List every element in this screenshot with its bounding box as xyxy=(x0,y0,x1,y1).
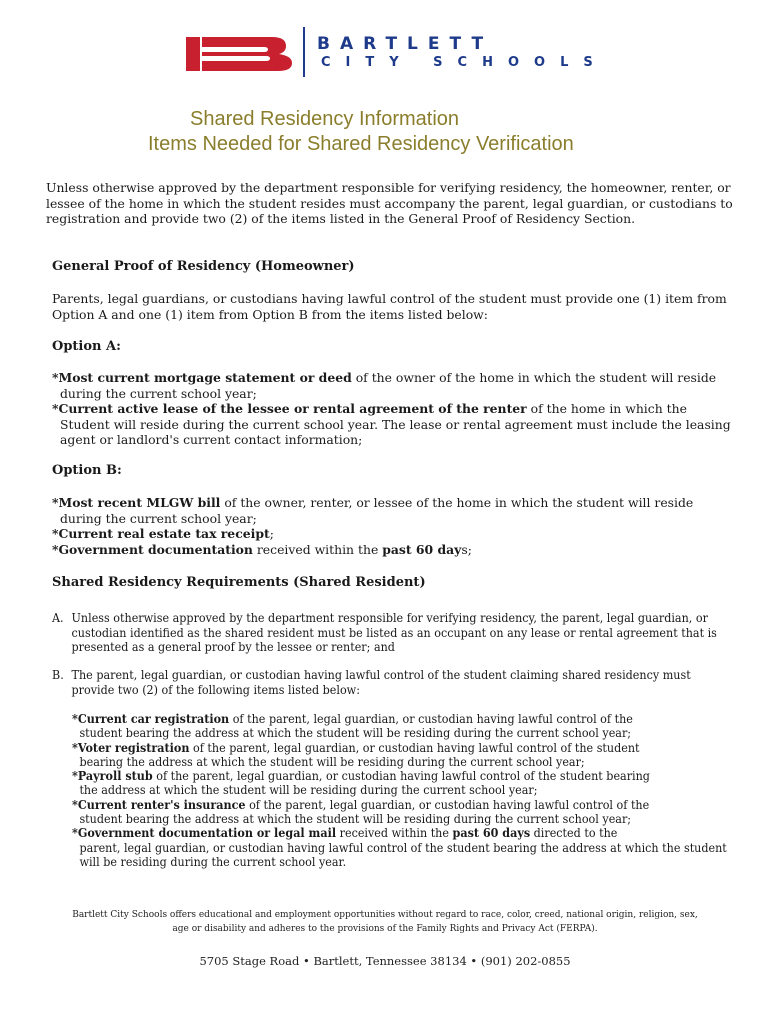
logo-city-schools-text: CITY SCHOOLS xyxy=(321,55,608,70)
item-bold: *Current active lease of the lessee or rental agreement of the renter xyxy=(52,401,527,417)
page-subtitle: Items Needed for Shared Residency Verification xyxy=(148,133,574,155)
b-item xyxy=(72,741,742,770)
item-bold-2: past 60 day xyxy=(382,541,462,557)
option-b-heading: Option B: xyxy=(52,463,122,478)
general-proof-heading: General Proof of Residency (Homeowner) xyxy=(52,259,355,274)
requirement-text: The parent, legal guardian, or custodian having lawful control of the student claiming shared residency must provide two (2) of the following items listed below: xyxy=(71,668,691,697)
item-text: of the parent, legal guardian, or custodian having lawful control of the student xyxy=(189,740,640,755)
item-continuation: the address at which the student will be residing during the current school year; xyxy=(79,783,538,798)
item-bold: *Current car registration xyxy=(72,712,230,726)
option-b-item xyxy=(52,526,734,542)
item-text-end: s; xyxy=(461,541,472,557)
item-text: of the parent, legal guardian, or custodian having lawful control of the xyxy=(229,712,633,726)
option-a-item xyxy=(52,370,734,401)
logo-bartlett-text: BARTLETT xyxy=(317,34,494,54)
item-text: received within the xyxy=(252,541,383,557)
item-bold: *Voter registration xyxy=(72,740,190,755)
requirement-a xyxy=(52,611,726,655)
item-bold: *Current renter's insurance xyxy=(72,797,246,812)
footer-address: 5705 Stage Road • Bartlett, Tennessee 38134 • (901) 202-0855 xyxy=(199,954,571,968)
requirement-b xyxy=(52,668,726,697)
b-item xyxy=(72,826,742,869)
item-bold: *Most recent MLGW bill xyxy=(52,495,221,510)
footer-line-2: age or disability and adheres to the provisions of the Family Rights and Privacy Act (FERPA). xyxy=(172,924,598,934)
item-bold: *Current real estate tax receipt xyxy=(52,526,270,542)
logo-b-mark xyxy=(186,37,292,71)
item-continuation: during the current school year; xyxy=(60,510,257,526)
item-continuation: parent, legal guardian, or custodian having lawful control of the student bearing the address at which the student will be residing during the current school year. xyxy=(79,840,727,869)
b-item xyxy=(72,769,742,798)
footer-line-1: Bartlett City Schools offers educational and employment opportunities without regard to race, color, creed, national origin, religion, sex, xyxy=(72,910,698,920)
item-text: of the owner, renter, or lessee of the home in which the student will reside xyxy=(220,495,694,510)
requirement-text: Unless otherwise approved by the department responsible for verifying residency, the parent, legal guardian, or custodian identified as the shared resident must be listed as an occupant on any lease or rental agreement that is presented as a general proof by the lessee or renter; and xyxy=(71,611,717,654)
item-text-end: directed to the xyxy=(530,826,618,841)
option-a-heading: Option A: xyxy=(52,339,121,354)
footer-disclaimer xyxy=(0,908,770,936)
item-text: ; xyxy=(269,526,274,542)
item-text: of the parent, legal guardian, or custodian having lawful control of the student bearing xyxy=(152,769,650,784)
option-a-list xyxy=(52,370,734,448)
general-proof-body: Parents, legal guardians, or custodians having lawful control of the student must provide one (1) item from Option A and one (1) item from Option B from the items listed below: xyxy=(52,291,727,322)
item-bold: *Government documentation or legal mail xyxy=(72,826,337,841)
option-a-item xyxy=(52,401,734,448)
item-bold: *Payroll stub xyxy=(72,769,153,784)
item-bold-2: past 60 days xyxy=(452,826,531,841)
logo-divider xyxy=(303,27,305,77)
shared-residency-heading: Shared Residency Requirements (Shared Resident) xyxy=(52,575,426,590)
item-text: of the parent, legal guardian, or custodian having lawful control of the xyxy=(245,797,650,812)
item-continuation: student bearing the address at which the student will be residing during the current school year; xyxy=(79,726,632,741)
option-b-item xyxy=(52,495,734,526)
option-b-item xyxy=(52,542,734,558)
page-title: Shared Residency Information xyxy=(190,108,460,130)
list-marker: A. xyxy=(52,611,64,625)
item-text: of the owner of the home in which the student will reside xyxy=(351,370,717,385)
item-bold: *Government documentation xyxy=(52,541,253,557)
item-continuation: during the current school year; xyxy=(60,385,257,401)
b-item xyxy=(72,712,742,741)
requirement-b-items xyxy=(72,712,770,869)
item-text: received within the xyxy=(336,826,453,841)
item-continuation: bearing the address at which the student will be residing during the current school year; xyxy=(79,754,585,769)
item-text: of the home in which the xyxy=(526,401,687,417)
list-marker: B. xyxy=(52,668,64,682)
intro-paragraph: Unless otherwise approved by the department responsible for verifying residency, the homeowner, renter, or lessee of the home in which the student resides must accompany the parent, legal guardian, or custodians to registration and provide two (2) of the items listed in the General Proof of Residency Section. xyxy=(46,180,733,227)
b-item xyxy=(72,798,742,827)
option-b-list xyxy=(52,495,734,557)
item-continuation: student bearing the address at which the student will be residing during the current school year; xyxy=(79,812,632,827)
item-bold: *Most current mortgage statement or deed xyxy=(52,370,352,385)
item-continuation: Student will reside during the current school year. The lease or rental agreement must include the leasing agent or landlord's current contact information; xyxy=(60,416,731,448)
